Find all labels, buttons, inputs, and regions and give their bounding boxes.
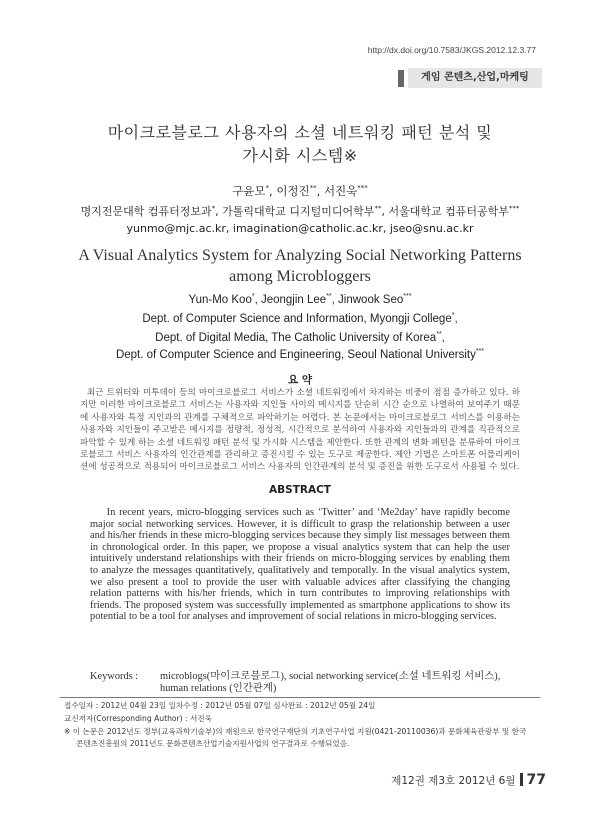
korean-title-line2: 가시화 시스템※ xyxy=(242,146,358,165)
author-name: 이정진 xyxy=(276,184,310,198)
english-affiliation-1: Dept. of Computer Science and Information, Myongji College*, xyxy=(142,312,458,325)
affiliation-mark: * xyxy=(451,312,455,319)
category-tag-label: 게임 콘텐츠,산업,마케팅 xyxy=(408,68,542,88)
funding-note-line2: 콘텐츠진흥원의 2011년도 문화콘텐츠산업기술지원사업의 연구결과로 수행되었음. xyxy=(76,739,350,748)
english-abstract-heading: ABSTRACT xyxy=(269,484,331,496)
keywords-line2: human relations (인간관계) xyxy=(160,683,277,694)
english-abstract-text: In recent years, micro-blogging services such as ‘Twitter’ and ‘Me2day’ have rapidly become major social networking services. However, it is difficult to grasp the relationship between a user and his/her friends in these micro-blogging services because they simply list messages between them in chronological order. In this paper, we propose a visual analytics system that can help the user intuitively understand relationships with their friends on micro-blogging services by enabling them to analyze the messages quantitatively, qualitatively and temporally. In the visual analytics system, we also present a tool to provide the user with valuable advices after classifying the changing relation patterns with his/her friends, which in turn contributes to improving relationships with friends. The proposed system was successfully implemented as smartphone applications to show its potential to be a tool for analyses and improvement of social relations in micro-blogging services. xyxy=(90,507,510,623)
korean-title-line1: 마이크로블로그 사용자의 소셜 네트워킹 패턴 분석 및 xyxy=(107,123,493,142)
footnote-divider xyxy=(60,697,540,698)
journal-info: 제12권 제3호 2012년 6월 xyxy=(391,775,516,787)
category-tag xyxy=(398,68,542,88)
author-name: Yun-Mo Koo xyxy=(188,293,252,306)
author-name: Jeongjin Lee xyxy=(260,293,327,306)
affiliation: Dept. of Computer Science and Information, Myongji College xyxy=(142,312,452,325)
keywords xyxy=(90,671,500,695)
author-mark: * xyxy=(251,293,255,300)
affiliation-mark: ** xyxy=(436,331,442,338)
keywords-line1: microblogs(마이크로블로그), social networking service(소셜 네트워킹 서비스), xyxy=(160,671,501,682)
korean-authors: 구윤모*, 이정진**, 서진욱*** xyxy=(232,184,368,198)
english-authors: Yun-Mo Koo*, Jeongjin Lee**, Jinwook Seo*** xyxy=(188,293,412,306)
author-mark: ** xyxy=(309,184,317,193)
affiliation: Dept. of Digital Media, The Catholic University of Korea xyxy=(155,331,437,344)
page-footer xyxy=(391,772,546,788)
affiliation: 서울대학교 컴퓨터공학부 xyxy=(388,205,509,218)
english-affiliation-2: Dept. of Digital Media, The Catholic University of Korea**, xyxy=(155,331,445,344)
author-mark: *** xyxy=(357,184,368,193)
english-title: A Visual Analytics System for Analyzing Social Networking Patterns among Microbloggers xyxy=(78,247,522,285)
footer-separator xyxy=(520,773,523,786)
author-mark: *** xyxy=(403,293,412,300)
korean-abstract-heading: 요 약 xyxy=(288,374,312,386)
submission-dates: 접수일자 : 2012년 04월 23일 일차수정 : 2012년 05월 07일 심사완료 : 2012년 05월 24일 xyxy=(64,701,376,710)
author-name: 서진욱 xyxy=(323,184,358,198)
author-mark: * xyxy=(265,184,270,193)
affiliation: Dept. of Computer Science and Engineering, Seoul National University xyxy=(115,348,476,361)
affiliation: 가톨릭대학교 디지털미디어학부 xyxy=(222,205,375,218)
author-name: 구윤모 xyxy=(232,184,266,198)
corresponding-author: 교신저자(Corresponding Author) : 서진욱 xyxy=(64,714,213,723)
author-emails: yunmo@mjc.ac.kr, imagination@catholic.ac.kr, jseo@snu.ac.kr xyxy=(126,222,474,235)
category-tag-bar xyxy=(398,70,404,87)
doi-link[interactable]: http://dx.doi.org/10.7583/JKGS.2012.12.3.77 xyxy=(367,45,536,55)
page-number: 77 xyxy=(526,772,546,788)
affiliation-mark: *** xyxy=(475,348,485,355)
keywords-label: Keywords : xyxy=(90,671,139,682)
affiliation-mark: * xyxy=(211,204,216,213)
korean-abstract-text: 최근 트위터와 미투데이 등의 마이크로블로그 서비스가 소셜 네트워킹에서 차지하는 비중이 점점 증가하고 있다. 하지만 이러한 마이크로블로그 서비스는 사용자와 지인들 사이의 메시지를 단순히 시간 순으로 나열하여 보여주기 때문에 사용자와 특정 지인과의 관계를 구체적으로 파악하기는 어렵다. 본 논문에서는 마이크로블로그 서비스를 이용하는 사용자와 지인들이 주고받은 메시지를 정량적, 정성적, 시간적으로 분석하여 사용자와 지인들과의 관계를 직관적으로 파악할 수 있게 하는 소셜 네트워킹 패턴 분석 및 가시화 시스템을 제안한다. 또한 관계의 변화 패턴을 분류하여 마이크로블로그 서비스 사용자의 인간관계를 관리하고 증진시킬 수 있는 도구로 제공한다. 제안 기법은 스마트폰 어플리케이션에 성공적으로 적용되어 마이크로블로그 서비스 사용자의 인간관계의 분석 및 증진을 위한 도구로서 사용될 수 있다. xyxy=(80,388,520,473)
author-mark: ** xyxy=(326,293,332,300)
affiliation-mark: *** xyxy=(508,204,520,213)
affiliation-mark: ** xyxy=(374,204,382,213)
author-name: Jinwook Seo xyxy=(338,293,404,306)
funding-note-line1: ※ 이 논문은 2012년도 정부(교육과학기술부)의 재원으로 한국연구재단의 기초연구사업 지원(0421-20110036)과 문화체육관광부 및 한국 xyxy=(64,727,527,736)
english-affiliation-3 xyxy=(40,348,560,361)
korean-affiliations: 명지전문대학 컴퓨터정보과*, 가톨릭대학교 디지털미디어학부**, 서울대학교 컴퓨터공학부*** xyxy=(80,204,520,218)
affiliation: 명지전문대학 컴퓨터정보과 xyxy=(80,205,212,218)
